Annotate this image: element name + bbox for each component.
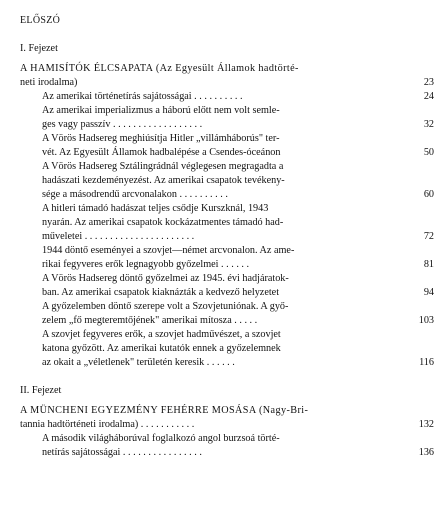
- chapter-2-title: II. Fejezet: [20, 385, 62, 396]
- toc-entry: [42, 272, 434, 300]
- toc-entry-text: A szovjet fegyveres erők, a szovjet hadművészet, a szovjet: [42, 329, 281, 340]
- chapter-1-section-page: 23: [423, 77, 434, 88]
- toc-entry-text: rikai fegyveres erők legnagyobb győzelmei . . . . . .: [42, 259, 250, 270]
- chapter-2-items: [20, 432, 434, 460]
- toc-entry-page: 32: [423, 119, 434, 130]
- toc-entry-text: műveletei . . . . . . . . . . . . . . . . . . . . . .: [42, 231, 195, 242]
- foreword-heading: ELŐSZÓ: [20, 15, 61, 26]
- chapter-1-title: I. Fejezet: [20, 43, 58, 54]
- toc-entry-text: A Vörös Hadsereg döntő győzelmei az 1945. évi hadjáratok-: [42, 273, 289, 284]
- toc-entry-text: az okait a „véletlenek" területén keresik . . . . . .: [42, 357, 235, 368]
- toc-entry-text: hadászati kezdeményezést. Az amerikai csapatok tevékeny-: [42, 175, 285, 186]
- chapter-1-section-line-2: neti irodalma): [20, 77, 78, 88]
- toc-entry-text: A második világháborúval foglalkozó angol burzsoá törté-: [42, 433, 280, 444]
- toc-entry-text: netírás sajátosságai . . . . . . . . . . . . . . . .: [42, 447, 202, 458]
- toc-entry: [42, 104, 434, 132]
- toc-entry-page: 72: [423, 231, 434, 242]
- chapter-1-items: [20, 90, 434, 370]
- toc-entry-page: 116: [419, 357, 434, 368]
- toc-entry: [42, 300, 434, 328]
- toc-entry-page: 94: [423, 287, 434, 298]
- toc-entry-page: 103: [418, 315, 434, 326]
- toc-entry-text: A győzelemben döntő szerepe volt a Szovjetuniónak. A győ-: [42, 301, 289, 312]
- toc-entry-text: sége a másodrendű arcvonalakon . . . . . . . . . .: [42, 189, 228, 200]
- toc-entry: [42, 160, 434, 202]
- toc-entry-page: 60: [423, 189, 434, 200]
- chapter-2-section-line-2: tannia hadtörténeti irodalma) . . . . . . . . . . .: [20, 419, 195, 430]
- chapter-1-section: [20, 62, 434, 90]
- chapter-1-section-line-1: A HAMISÍTÓK ÉLCSAPATA (Az Egyesült Államok hadtörté-: [20, 63, 299, 74]
- toc-entry: [42, 132, 434, 160]
- chapter-2-section: [20, 404, 434, 432]
- table-of-contents: [20, 14, 434, 460]
- toc-entry-text: Az amerikai történetírás sajátosságai . . . . . . . . . .: [42, 91, 243, 102]
- toc-entry-text: katona győzött. Az amerikai kutatók ennek a győzelemnek: [42, 343, 281, 354]
- toc-entry-text: vét. Az Egyesült Államok hadbalépése a Csendes-óceánon: [42, 147, 281, 158]
- toc-entry: [42, 244, 434, 272]
- toc-entry-text: nyarán. Az amerikai csapatok kockázatmentes támadó had-: [42, 217, 284, 228]
- chapter-2-section-line-1: A MÜNCHENI EGYEZMÉNY FEHÉRRE MOSÁSA (Nagy-Bri-: [20, 405, 309, 416]
- chapter-2-section-page: 132: [418, 419, 434, 430]
- toc-entry: [42, 328, 434, 370]
- toc-entry-page: 50: [423, 147, 434, 158]
- toc-entry-page: 81: [423, 259, 434, 270]
- toc-entry-text: A hitleri támadó hadászat teljes csődje Kurszknál, 1943: [42, 203, 269, 214]
- toc-entry-page: 24: [423, 91, 434, 102]
- toc-entry-text: A Vörös Hadsereg Sztálingrádnál véglegesen megragadta a: [42, 161, 284, 172]
- toc-entry: [42, 432, 434, 460]
- toc-entry-text: 1944 döntő eseményei a szovjet—német arcvonalon. Az ame-: [42, 245, 295, 256]
- toc-entry-text: ges vagy passzív . . . . . . . . . . . . . . . . . .: [42, 119, 203, 130]
- toc-entry-text: A Vörös Hadsereg meghiúsítja Hitler „villámháborús" ter-: [42, 133, 280, 144]
- toc-entry-text: zelem „fő megteremtőjének" amerikai mítosza . . . . .: [42, 315, 258, 326]
- toc-entry: [42, 202, 434, 244]
- toc-entry-page: 136: [418, 447, 434, 458]
- toc-entry: [42, 90, 434, 104]
- toc-entry-text: Az amerikai imperializmus a háború előtt nem volt semle-: [42, 105, 280, 116]
- toc-entry-text: ban. Az amerikai csapatok kiaknázták a kedvező helyzetet: [42, 287, 280, 298]
